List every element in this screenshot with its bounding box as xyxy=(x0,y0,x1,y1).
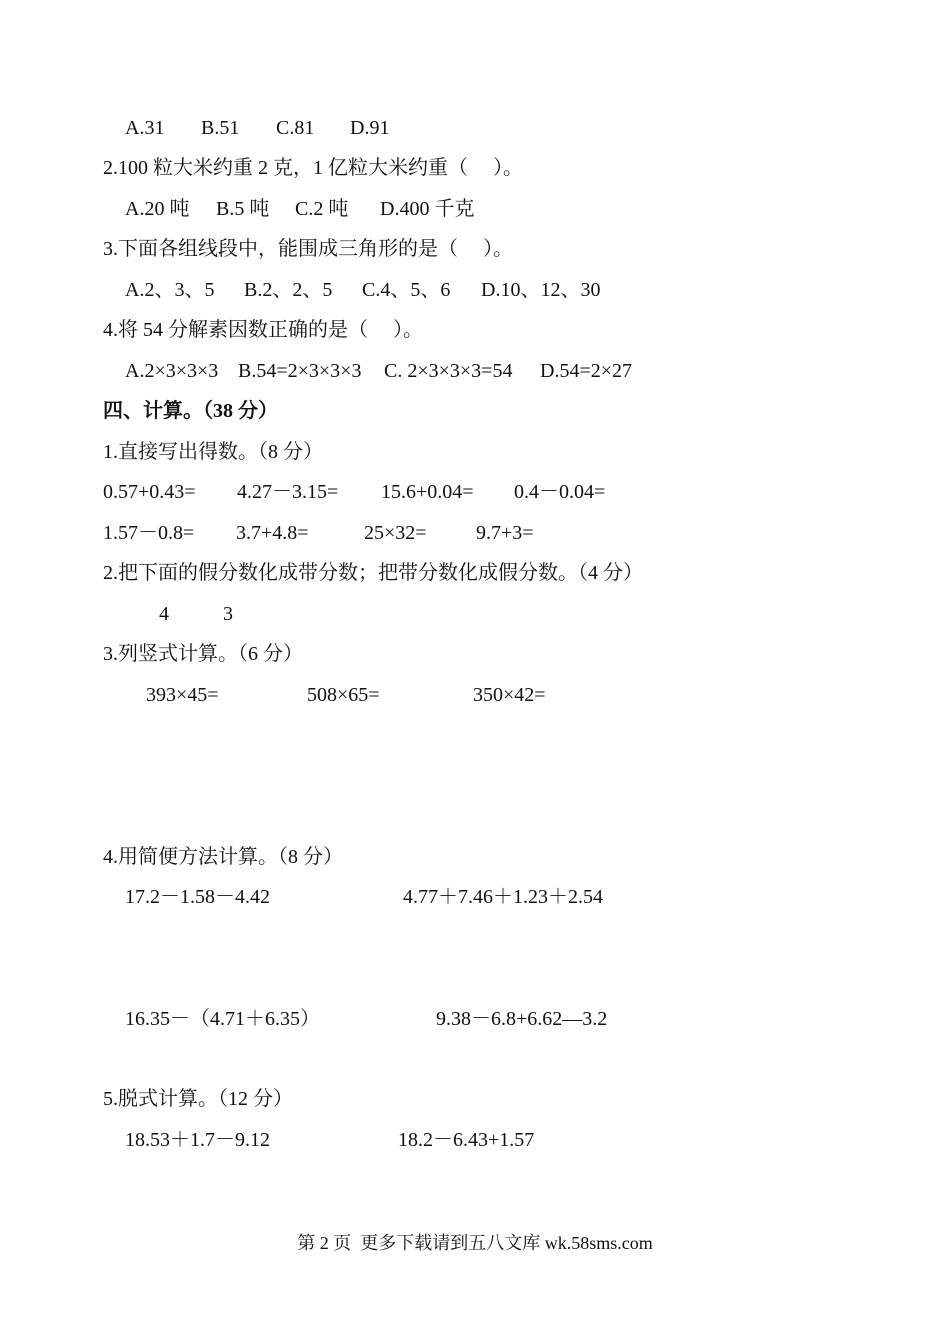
part1-item: 9.7+3= xyxy=(476,522,534,544)
q4-option-d: D.54=2×27 xyxy=(540,360,633,382)
q3-option-b: B.2、2、5 xyxy=(244,279,333,301)
part4-item: 16.35－（4.71＋6.35） xyxy=(125,1008,320,1030)
part3-item: 350×42= xyxy=(473,684,546,706)
q2-option-d: D.400 千克 xyxy=(380,198,475,220)
part5-item: 18.2－6.43+1.57 xyxy=(398,1129,535,1151)
q3-option-d: D.10、12、30 xyxy=(481,279,601,301)
q3-option-a: A.2、3、5 xyxy=(125,279,215,301)
q1-option-a: A.31 xyxy=(125,117,165,139)
part3-title: 3.列竖式计算。（6 分） xyxy=(103,643,303,665)
part2-item: 4 xyxy=(159,603,169,625)
part1-item: 15.6+0.04= xyxy=(381,481,474,503)
q2-stem: 2.100 粒大米约重 2 克，1 亿粒大米约重（ ）。 xyxy=(103,157,523,179)
part1-item: 4.27－3.15= xyxy=(237,481,339,503)
part3-item: 393×45= xyxy=(146,684,219,706)
q3-stem: 3.下面各组线段中，能围成三角形的是（ ）。 xyxy=(103,238,513,260)
part5-item: 18.53＋1.7－9.12 xyxy=(125,1129,270,1151)
q1-option-d: D.91 xyxy=(350,117,390,139)
q4-option-b: B.54=2×3×3×3 xyxy=(238,360,362,382)
q4-stem: 4.将 54 分解素因数正确的是（ ）。 xyxy=(103,319,423,341)
part3-item: 508×65= xyxy=(307,684,380,706)
q1-option-b: B.51 xyxy=(201,117,240,139)
part1-item: 3.7+4.8= xyxy=(236,522,309,544)
part1-item: 0.4－0.04= xyxy=(514,481,606,503)
part4-item: 4.77＋7.46＋1.23＋2.54 xyxy=(403,886,603,908)
part5-title: 5.脱式计算。（12 分） xyxy=(103,1088,293,1110)
page-footer: 第 2 页 更多下载请到五八文库 wk.58sms.com xyxy=(297,1233,653,1253)
q2-option-a: A.20 吨 xyxy=(125,198,190,220)
part1-item: 0.57+0.43= xyxy=(103,481,196,503)
q2-option-b: B.5 吨 xyxy=(216,198,270,220)
part1-item: 25×32= xyxy=(364,522,427,544)
q4-option-a: A.2×3×3×3 xyxy=(125,360,219,382)
part1-title: 1.直接写出得数。（8 分） xyxy=(103,441,323,463)
part4-title: 4.用简便方法计算。（8 分） xyxy=(103,846,343,868)
q3-option-c: C.4、5、6 xyxy=(362,279,451,301)
q1-option-c: C.81 xyxy=(276,117,315,139)
part2-title: 2.把下面的假分数化成带分数；把带分数化成假分数。（4 分） xyxy=(103,562,643,584)
part4-item: 9.38－6.8+6.62—3.2 xyxy=(436,1008,608,1030)
section-title: 四、计算。（38 分） xyxy=(103,400,278,422)
part1-item: 1.57－0.8= xyxy=(103,522,195,544)
q2-option-c: C.2 吨 xyxy=(295,198,349,220)
part2-item: 3 xyxy=(223,603,233,625)
part4-item: 17.2－1.58－4.42 xyxy=(125,886,270,908)
q4-option-c: C. 2×3×3×3=54 xyxy=(384,360,513,382)
